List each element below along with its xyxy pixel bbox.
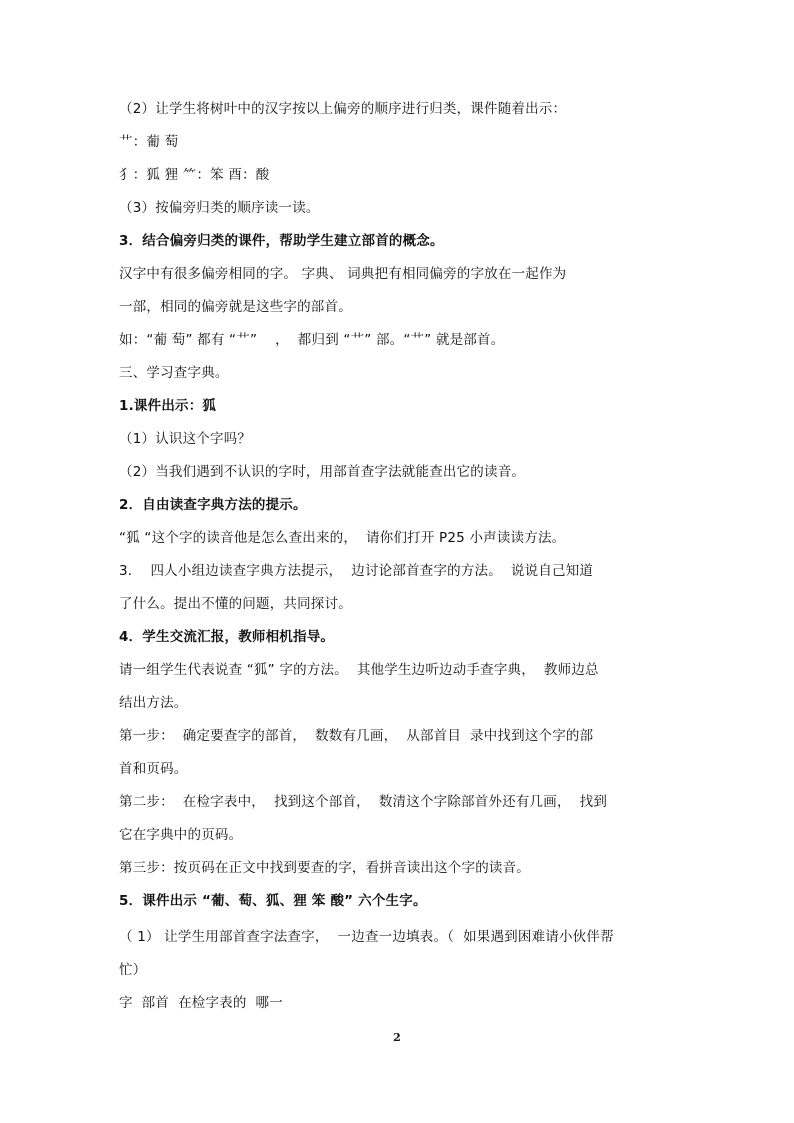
text-line-17: 4．学生交流汇报，教师相机指导。 [119, 629, 335, 645]
text-line-27: 忙） [119, 962, 147, 978]
text-line-25: 5．课件出示 “葡、萄、狐、狸 笨 酸” 六个生字。 [119, 893, 427, 909]
text-line-6: 汉字中有很多偏旁相同的字。 字典、 词典把有相同偏旁的字放在一起作为 [119, 266, 567, 282]
text-line-11: （1）认识这个字吗？ [119, 431, 252, 447]
text-line-4: （3）按偏旁归类的顺序读一读。 [119, 200, 320, 216]
text-line-5: 3．结合偏旁归类的课件，帮助学生建立部首的概念。 [119, 233, 444, 249]
text-line-16: 了什么。提出不懂的问题，共同探讨。 [119, 596, 352, 612]
text-line-19: 结出方法。 [119, 695, 188, 711]
page-number: 2 [393, 1031, 401, 1044]
text-line-8: 如：“葡 萄” 都有 “艹” ， 都归到 “艹” 部。“艹” 就是部首。 [119, 332, 505, 348]
text-line-23: 它在字典中的页码。 [119, 827, 243, 843]
text-line-12: （2）当我们遇到不认识的字时，用部首查字法就能查出它的读音。 [119, 464, 526, 480]
text-line-1: （2）让学生将树叶中的汉字按以上偏旁的顺序进行归类，课件随着出示： [119, 101, 567, 117]
text-line-10: 1.课件出示：狐 [119, 398, 217, 414]
text-line-20: 第一步： 确定要查字的部首， 数数有几画， 从部首目 录中找到这个字的部 [119, 728, 594, 744]
text-line-26: （ 1） 让学生用部首查字法查字， 一边查一边填表。（ 如果遇到困难请小伙伴帮 [119, 929, 614, 945]
text-line-18: 请一组学生代表说查 “狐” 字的方法。 其他学生边听边动手查字典， 教师边总 [119, 662, 599, 678]
text-line-15: 3． 四人小组边读查字典方法提示， 边讨论部首查字的方法。 说说自己知道 [119, 563, 594, 579]
text-line-2: 艹：葡 萄 [119, 134, 179, 150]
text-line-22: 第二步： 在检字表中， 找到这个部首， 数清这个字除部首外还有几画， 找到 [119, 794, 608, 810]
text-line-28: 字 部首 在检字表的 哪一 [119, 995, 283, 1011]
text-line-21: 首和页码。 [119, 761, 188, 777]
text-line-3: 犭：狐 狸 ⺮：笨 酉：酸 [119, 167, 270, 183]
text-line-7: 一部，相同的偏旁就是这些字的部首。 [119, 299, 352, 315]
text-line-13: 2．自由读查字典方法的提示。 [119, 497, 307, 513]
text-line-14: “狐 “这个字的读音他是怎么查出来的， 请你们打开 P25 小声读读方法。 [119, 530, 566, 546]
text-line-24: 第三步：按页码在正文中找到要查的字，看拼音读出这个字的读音。 [119, 860, 530, 876]
text-line-9: 三、学习查字典。 [119, 365, 229, 381]
